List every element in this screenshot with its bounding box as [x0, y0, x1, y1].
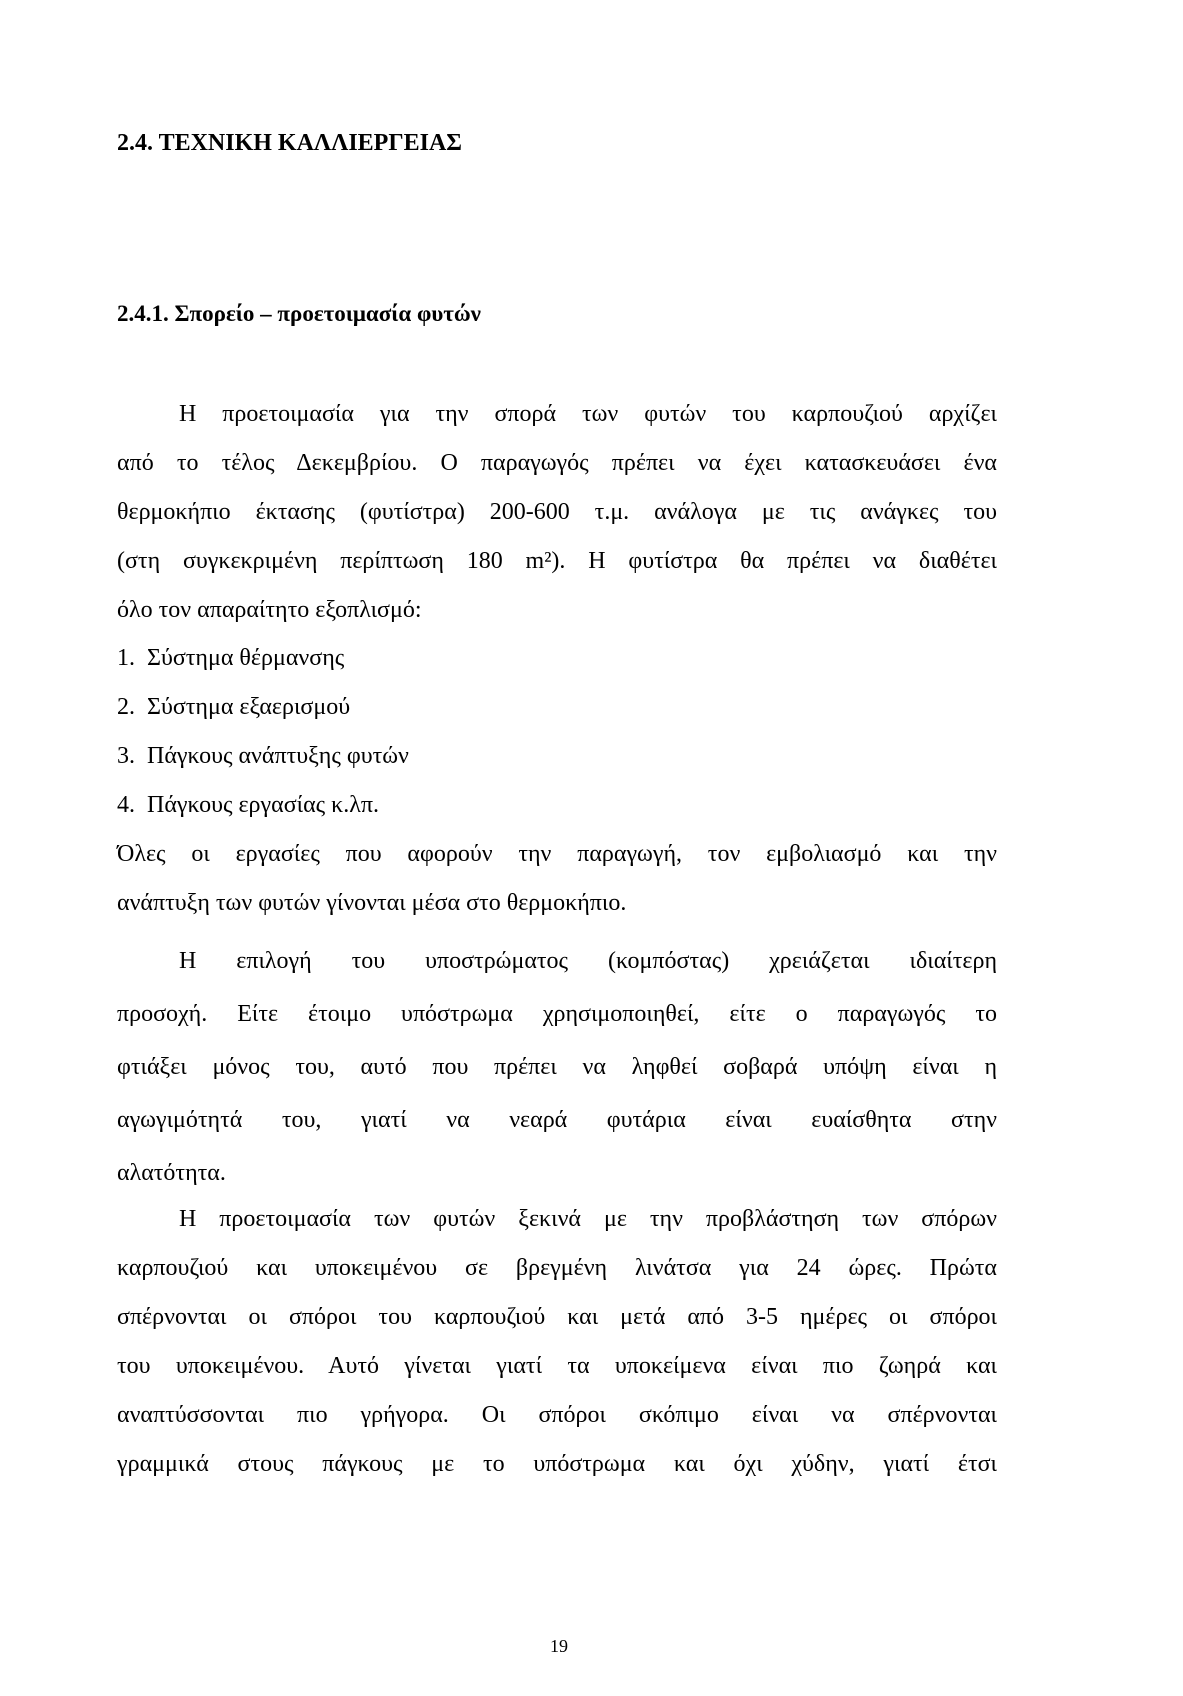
list-item — [117, 741, 409, 771]
list-item-number: 3. — [117, 743, 135, 769]
list-item — [117, 790, 379, 820]
text-line: φτιάξει μόνος του, αυτό που πρέπει να ληφθεί σοβαρά υπόψη είναι η — [117, 1054, 997, 1080]
page-number: 19 — [550, 1636, 568, 1656]
list-item-number: 2. — [117, 694, 135, 720]
text-line: του υποκειμένου. Αυτό γίνεται γιατί τα υποκείμενα είναι πιο ζωηρά και — [117, 1353, 997, 1379]
text-line: αλατότητα. — [117, 1160, 226, 1186]
text-line: Όλες οι εργασίες που αφορούν την παραγωγή, τον εμβολιασμό και την — [117, 841, 997, 867]
text-line: Η επιλογή του υποστρώματος (κομπόστας) χρειάζεται ιδιαίτερη — [179, 948, 997, 974]
list-item-text: Σύστημα εξαερισμού — [147, 694, 351, 720]
text-line: Η προετοιμασία των φυτών ξεκινά με την προβλάστηση των σπόρων — [179, 1206, 997, 1232]
text-line: αγωγιμότητά του, γιατί να νεαρά φυτάρια είναι ευαίσθητα στην — [117, 1107, 997, 1133]
text-line: σπέρνονται οι σπόροι του καρπουζιού και μετά από 3-5 ημέρες οι σπόροι — [117, 1304, 997, 1330]
text-line: γραμμικά στους πάγκους με το υπόστρωμα και όχι χύδην, γιατί έτσι — [117, 1451, 997, 1477]
list-item-number: 4. — [117, 792, 135, 818]
list-item-text: Σύστημα θέρμανσης — [147, 645, 345, 671]
text-line: (στη συγκεκριμένη περίπτωση 180 m²). Η φυτίστρα θα πρέπει να διαθέτει — [117, 548, 997, 574]
list-item-number: 1. — [117, 645, 135, 671]
list-item — [117, 692, 350, 722]
text-line: προσοχή. Είτε έτοιμο υπόστρωμα χρησιμοποιηθεί, είτε ο παραγωγός το — [117, 1001, 997, 1027]
text-line: από το τέλος Δεκεμβρίου. Ο παραγωγός πρέπει να έχει κατασκευάσει ένα — [117, 450, 997, 476]
text-line: θερμοκήπιο έκτασης (φυτίστρα) 200-600 τ.μ. ανάλογα με τις ανάγκες του — [117, 499, 997, 525]
subsection-heading: 2.4.1. Σπορείο – προετοιμασία φυτών — [117, 301, 481, 326]
text-line: καρπουζιού και υποκειμένου σε βρεγμένη λινάτσα για 24 ώρες. Πρώτα — [117, 1255, 997, 1281]
list-item-text: Πάγκους ανάπτυξης φυτών — [147, 743, 409, 769]
section-heading: 2.4. ΤΕΧΝΙΚΗ ΚΑΛΛΙΕΡΓΕΙΑΣ — [117, 130, 462, 156]
text-line: ανάπτυξη των φυτών γίνονται μέσα στο θερμοκήπιο. — [117, 890, 627, 916]
text-line: όλο τον απαραίτητο εξοπλισμό: — [117, 597, 422, 623]
list-item — [117, 643, 344, 673]
text-line: αναπτύσσονται πιο γρήγορα. Οι σπόροι σκόπιμο είναι να σπέρνονται — [117, 1402, 997, 1428]
list-item-text: Πάγκους εργασίας κ.λπ. — [147, 792, 380, 818]
text-line: Η προετοιμασία για την σπορά των φυτών του καρπουζιού αρχίζει — [179, 401, 997, 427]
